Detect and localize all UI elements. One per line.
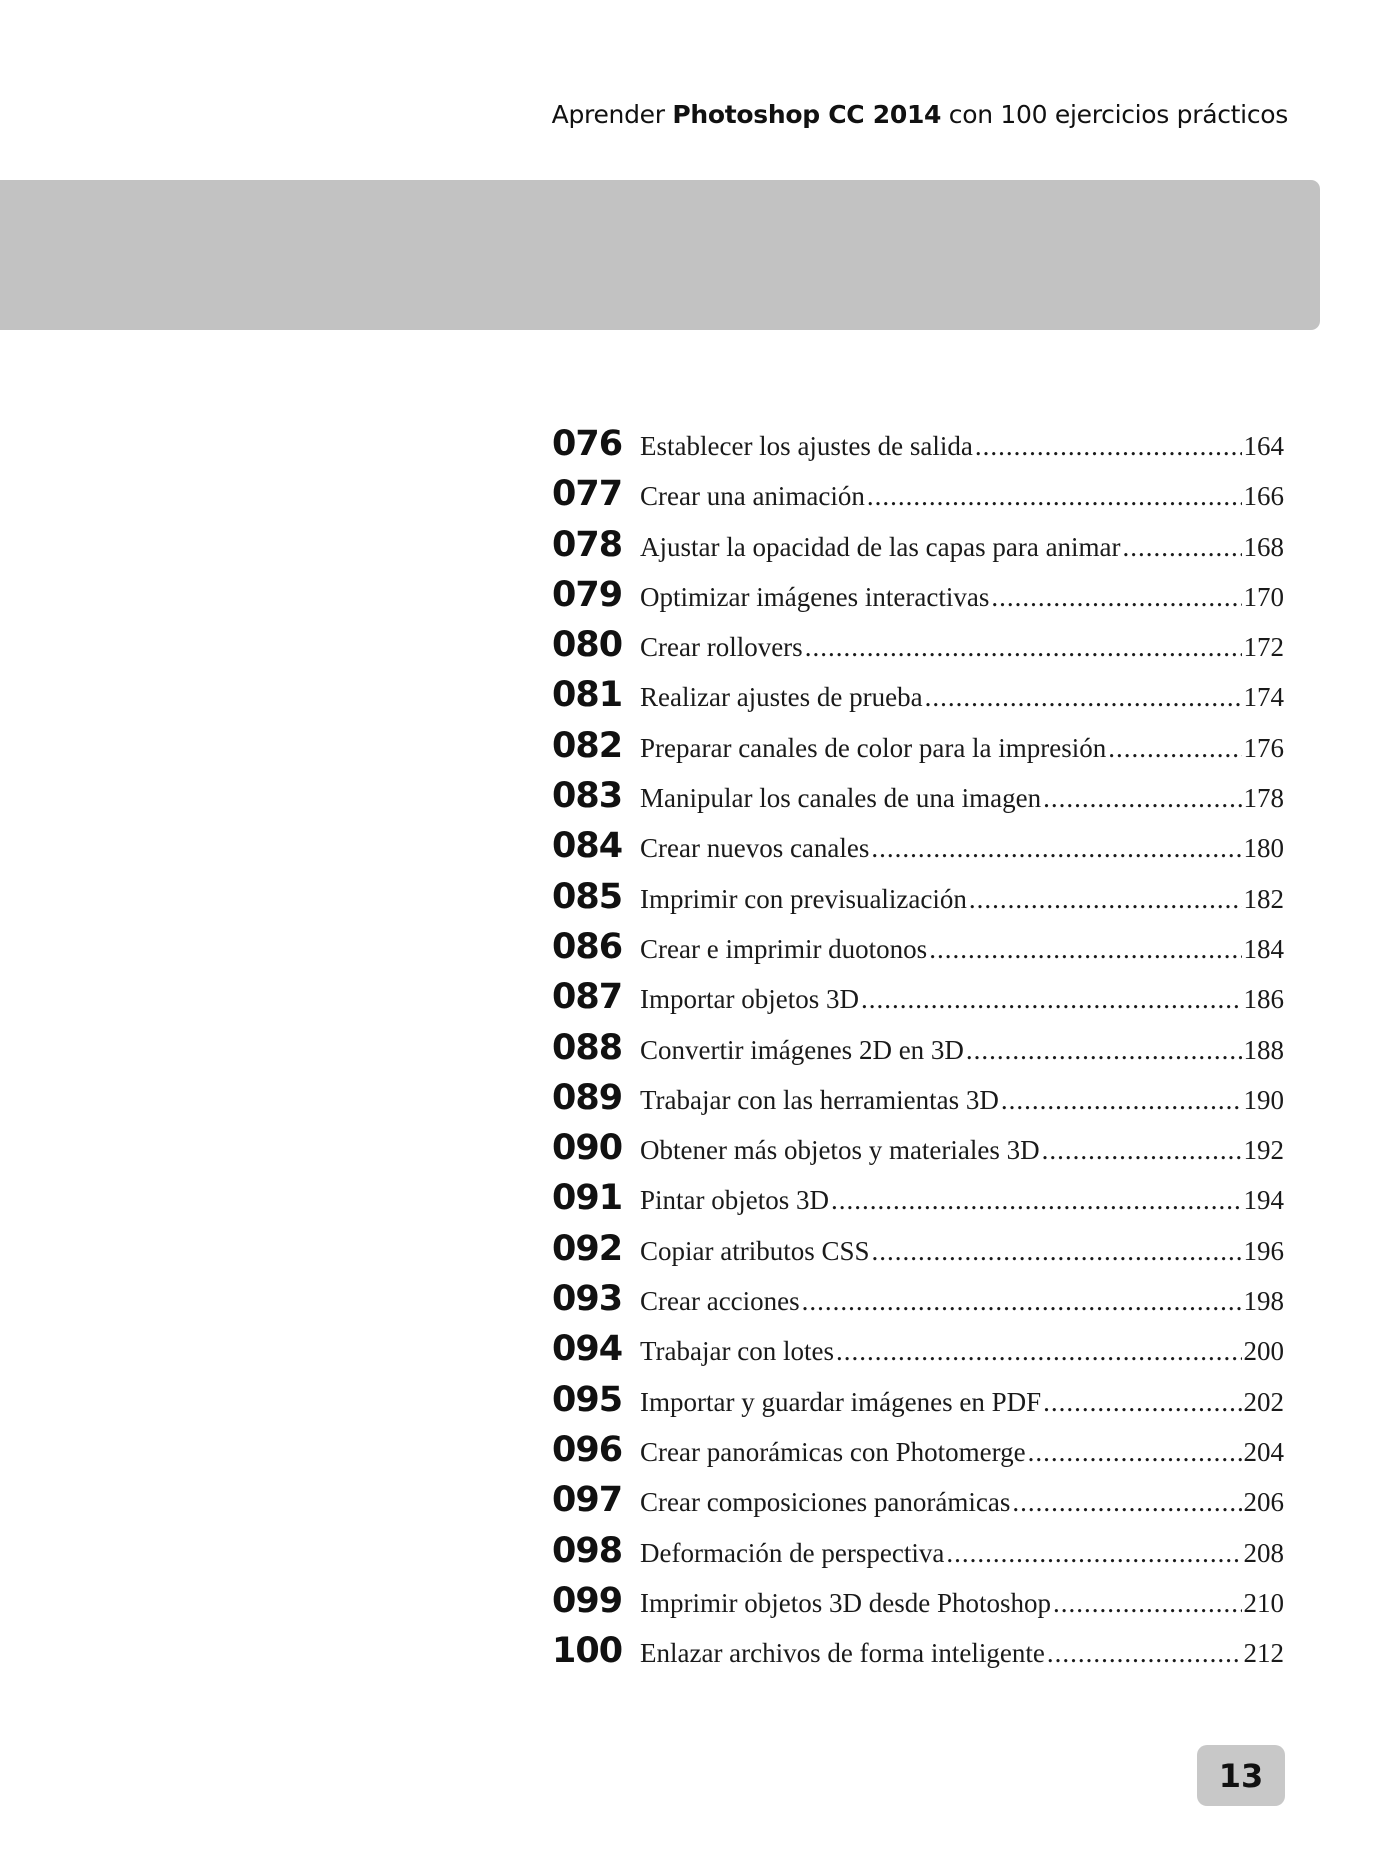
toc-page-number: 200: [1243, 1336, 1284, 1367]
toc-entry-087[interactable]: [552, 977, 1284, 1027]
toc-title: Crear una animación: [640, 481, 865, 512]
toc-page-number: 208: [1243, 1537, 1284, 1568]
toc-title: Copiar atributos CSS: [640, 1235, 870, 1266]
toc-title: Deformación de perspectiva: [640, 1537, 945, 1568]
header-product: Photoshop CC 2014: [672, 100, 942, 129]
toc-title: Crear panorámicas con Photomerge: [640, 1436, 1026, 1467]
toc-entry-091[interactable]: [552, 1178, 1284, 1228]
table-of-contents: [552, 424, 1284, 1681]
toc-page-number: 188: [1243, 1034, 1284, 1065]
toc-page-number: 182: [1243, 883, 1284, 914]
toc-entry-100[interactable]: [552, 1631, 1284, 1681]
toc-title: Importar y guardar imágenes en PDF: [640, 1386, 1042, 1417]
toc-page-number: 204: [1243, 1436, 1284, 1467]
toc-title: Crear composiciones panorámicas: [640, 1487, 1011, 1518]
toc-entry-096[interactable]: [552, 1430, 1284, 1480]
dot-leader: [966, 1035, 1242, 1066]
toc-title: Optimizar imágenes interactivas: [640, 581, 990, 612]
toc-entry-092[interactable]: [552, 1229, 1284, 1279]
toc-title: Convertir imágenes 2D en 3D: [640, 1034, 964, 1065]
toc-number: 099: [552, 1580, 623, 1621]
toc-page-number: 180: [1243, 833, 1284, 864]
toc-title: Importar objetos 3D: [640, 984, 859, 1015]
toc-title: Crear nuevos canales: [640, 833, 870, 864]
toc-number: 081: [552, 675, 623, 716]
header-prefix: Aprender: [551, 100, 673, 129]
toc-entry-095[interactable]: [552, 1380, 1284, 1430]
toc-title: Imprimir objetos 3D desde Photoshop: [640, 1587, 1051, 1618]
toc-entry-078[interactable]: [552, 525, 1284, 575]
toc-page-number: 192: [1243, 1135, 1284, 1166]
toc-entry-082[interactable]: [552, 726, 1284, 776]
toc-entry-093[interactable]: [552, 1279, 1284, 1329]
toc-title: Realizar ajustes de prueba: [640, 682, 923, 713]
toc-number: 095: [552, 1379, 623, 1420]
toc-entry-076[interactable]: [552, 424, 1284, 474]
toc-title: Trabajar con lotes: [640, 1336, 834, 1367]
toc-number: 076: [552, 424, 623, 464]
toc-entry-084[interactable]: [552, 826, 1284, 876]
toc-page-number: 186: [1243, 984, 1284, 1015]
dot-leader: [1028, 1437, 1242, 1468]
toc-entry-097[interactable]: [552, 1480, 1284, 1530]
toc-page-number: 210: [1243, 1587, 1284, 1618]
toc-entry-089[interactable]: [552, 1078, 1284, 1128]
page-number: 13: [1197, 1745, 1285, 1806]
dot-leader: [1043, 1387, 1241, 1418]
toc-entry-094[interactable]: [552, 1329, 1284, 1379]
toc-number: 084: [552, 826, 623, 867]
toc-page-number: 202: [1243, 1386, 1284, 1417]
toc-page-number: 166: [1243, 481, 1284, 512]
toc-title: Trabajar con las herramientas 3D: [640, 1084, 999, 1115]
toc-number: 079: [552, 574, 623, 615]
toc-page-number: 168: [1243, 531, 1284, 562]
toc-title: Establecer los ajustes de salida: [640, 431, 973, 461]
dot-leader: [1042, 1135, 1242, 1166]
toc-page-number: 176: [1243, 732, 1284, 763]
dot-leader: [946, 1538, 1241, 1569]
toc-entry-079[interactable]: [552, 575, 1284, 625]
toc-title: Manipular los canales de una imagen: [640, 783, 1042, 814]
dot-leader: [831, 1185, 1242, 1216]
toc-title: Obtener más objetos y materiales 3D: [640, 1135, 1040, 1166]
toc-page-number: 164: [1243, 431, 1284, 461]
dot-leader: [1047, 1638, 1242, 1669]
toc-page-number: 194: [1243, 1185, 1284, 1216]
toc-page-number: 196: [1243, 1235, 1284, 1266]
dot-leader: [969, 884, 1242, 915]
toc-entry-085[interactable]: [552, 877, 1284, 927]
dot-leader: [1053, 1588, 1242, 1619]
toc-title: Enlazar archivos de forma inteligente: [640, 1638, 1045, 1669]
toc-number: 085: [552, 876, 623, 917]
dot-leader: [872, 1236, 1242, 1267]
toc-number: 080: [552, 625, 623, 666]
toc-number: 082: [552, 725, 623, 766]
toc-number: 077: [552, 474, 623, 515]
toc-entry-088[interactable]: [552, 1028, 1284, 1078]
toc-page-number: 172: [1243, 632, 1284, 663]
dot-leader: [991, 582, 1241, 613]
toc-page-number: 174: [1243, 682, 1284, 713]
toc-title: Crear acciones: [640, 1286, 800, 1317]
dot-leader: [975, 431, 1242, 462]
toc-entry-086[interactable]: [552, 927, 1284, 977]
toc-page-number: 206: [1243, 1487, 1284, 1518]
toc-page-number: 190: [1243, 1084, 1284, 1115]
dot-leader: [805, 632, 1242, 663]
toc-number: 098: [552, 1530, 623, 1571]
toc-number: 090: [552, 1128, 623, 1169]
dot-leader: [1001, 1085, 1242, 1116]
dot-leader: [871, 833, 1241, 864]
dot-leader: [1108, 733, 1241, 764]
toc-page-number: 184: [1243, 933, 1284, 964]
toc-page-number: 198: [1243, 1286, 1284, 1317]
toc-number: 083: [552, 776, 623, 817]
toc-number: 096: [552, 1429, 623, 1470]
dot-leader: [1043, 783, 1241, 814]
toc-entry-090[interactable]: [552, 1128, 1284, 1178]
dot-leader: [929, 934, 1241, 965]
toc-title: Crear e imprimir duotonos: [640, 933, 928, 964]
toc-entry-099[interactable]: [552, 1581, 1284, 1631]
toc-number: 091: [552, 1178, 623, 1219]
toc-number: 100: [552, 1631, 623, 1672]
dot-leader: [867, 481, 1242, 512]
dot-leader: [836, 1336, 1242, 1367]
toc-number: 088: [552, 1027, 623, 1068]
toc-title: Preparar canales de color para la impresión: [640, 732, 1107, 763]
toc-title: Imprimir con previsualización: [640, 883, 967, 914]
toc-number: 087: [552, 977, 623, 1018]
toc-entry-080[interactable]: [552, 625, 1284, 675]
toc-number: 089: [552, 1077, 623, 1118]
toc-entry-098[interactable]: [552, 1531, 1284, 1581]
running-header: [552, 100, 1288, 129]
toc-number: 078: [552, 524, 623, 565]
toc-title: Ajustar la opacidad de las capas para animar: [640, 531, 1121, 562]
toc-number: 086: [552, 926, 623, 967]
toc-number: 093: [552, 1279, 623, 1320]
toc-number: 097: [552, 1480, 623, 1521]
dot-leader: [1123, 532, 1242, 563]
gray-banner: [0, 180, 1320, 330]
dot-leader: [925, 682, 1242, 713]
toc-title: Crear rollovers: [640, 632, 803, 663]
toc-page-number: 212: [1243, 1638, 1284, 1669]
toc-entry-081[interactable]: [552, 675, 1284, 725]
toc-entry-077[interactable]: [552, 474, 1284, 524]
dot-leader: [802, 1286, 1242, 1317]
toc-title: Pintar objetos 3D: [640, 1185, 829, 1216]
toc-number: 092: [552, 1228, 623, 1269]
dot-leader: [861, 984, 1242, 1015]
header-suffix: con 100 ejercicios prácticos: [941, 100, 1288, 129]
toc-entry-083[interactable]: [552, 776, 1284, 826]
toc-page-number: 170: [1243, 581, 1284, 612]
toc-page-number: 178: [1243, 783, 1284, 814]
toc-number: 094: [552, 1329, 623, 1370]
dot-leader: [1012, 1487, 1241, 1518]
